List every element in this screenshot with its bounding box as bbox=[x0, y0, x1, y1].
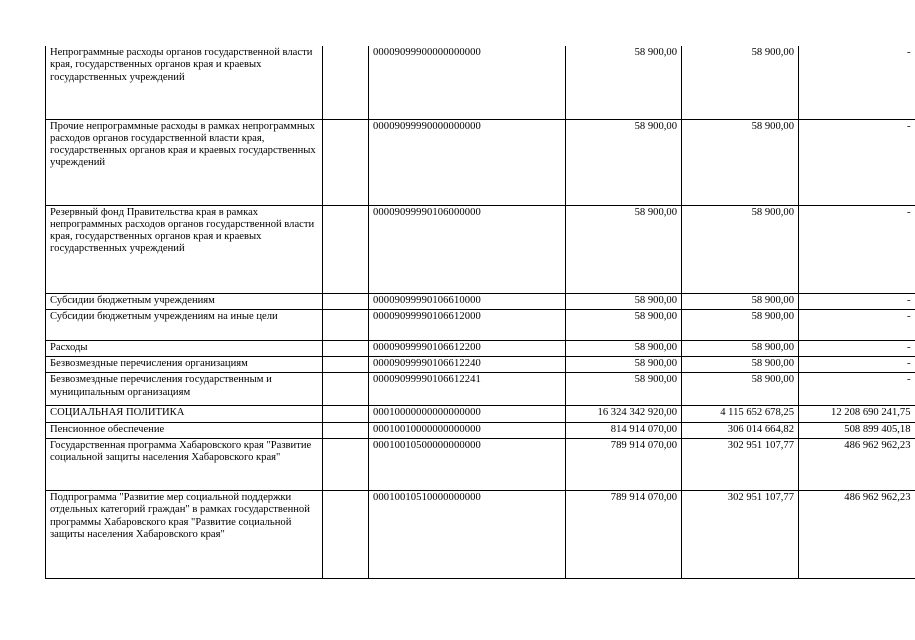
table-row bbox=[46, 293, 915, 309]
row-name: Непрограммные расходы органов государственной власти края, государственных органов края и краевых государственных учреждений bbox=[46, 46, 323, 119]
row-code: 00009099990000000000 bbox=[369, 119, 566, 205]
row-executed: 58 900,00 bbox=[682, 205, 799, 293]
row-remaining: 12 208 690 241,75 bbox=[799, 406, 915, 422]
row-approved: 58 900,00 bbox=[566, 205, 682, 293]
row-name: Прочие непрограммные расходы в рамках непрограммных расходов органов государственной власти края, государственных органов края и краевых государственных учреждений bbox=[46, 119, 323, 205]
row-executed: 58 900,00 bbox=[682, 357, 799, 373]
row-code: 00010010000000000000 bbox=[369, 422, 566, 438]
row-executed: 58 900,00 bbox=[682, 340, 799, 356]
row-approved: 814 914 070,00 bbox=[566, 422, 682, 438]
row-executed: 302 951 107,77 bbox=[682, 438, 799, 490]
row-approved: 58 900,00 bbox=[566, 119, 682, 205]
row-empty-cell bbox=[323, 422, 369, 438]
row-code: 00010010500000000000 bbox=[369, 438, 566, 490]
table-row bbox=[46, 406, 915, 422]
row-remaining: - bbox=[799, 340, 915, 356]
row-approved: 16 324 342 920,00 bbox=[566, 406, 682, 422]
row-name: Пенсионное обеспечение bbox=[46, 422, 323, 438]
row-remaining: - bbox=[799, 373, 915, 406]
row-code: 00010010510000000000 bbox=[369, 490, 566, 578]
row-code: 00009099990106612200 bbox=[369, 340, 566, 356]
row-name: Безвозмездные перечисления организациям bbox=[46, 357, 323, 373]
row-name: Государственная программа Хабаровского края "Развитие социальной защиты населения Хабаровского края" bbox=[46, 438, 323, 490]
row-code: 00009099990106612240 bbox=[369, 357, 566, 373]
row-empty-cell bbox=[323, 46, 369, 119]
table-row bbox=[46, 340, 915, 356]
row-remaining: 486 962 962,23 bbox=[799, 438, 915, 490]
row-remaining: - bbox=[799, 119, 915, 205]
row-empty-cell bbox=[323, 357, 369, 373]
row-code: 00009099990106610000 bbox=[369, 293, 566, 309]
row-name: Безвозмездные перечисления государственным и муниципальным организациям bbox=[46, 373, 323, 406]
table-row bbox=[46, 357, 915, 373]
row-empty-cell bbox=[323, 205, 369, 293]
table-row bbox=[46, 46, 915, 119]
table-row bbox=[46, 490, 915, 578]
row-remaining: - bbox=[799, 205, 915, 293]
row-approved: 789 914 070,00 bbox=[566, 438, 682, 490]
row-name: Субсидии бюджетным учреждениям на иные цели bbox=[46, 309, 323, 340]
row-name: Субсидии бюджетным учреждениям bbox=[46, 293, 323, 309]
row-code: 00010000000000000000 bbox=[369, 406, 566, 422]
row-code: 00009099900000000000 bbox=[369, 46, 566, 119]
row-code: 00009099990106000000 bbox=[369, 205, 566, 293]
row-executed: 58 900,00 bbox=[682, 293, 799, 309]
row-approved: 58 900,00 bbox=[566, 340, 682, 356]
row-remaining: - bbox=[799, 309, 915, 340]
row-approved: 789 914 070,00 bbox=[566, 490, 682, 578]
row-executed: 58 900,00 bbox=[682, 373, 799, 406]
row-empty-cell bbox=[323, 438, 369, 490]
table-row bbox=[46, 438, 915, 490]
row-code: 00009099990106612000 bbox=[369, 309, 566, 340]
budget-execution-table bbox=[45, 46, 915, 579]
table-row bbox=[46, 309, 915, 340]
row-executed: 58 900,00 bbox=[682, 119, 799, 205]
row-remaining: - bbox=[799, 293, 915, 309]
row-approved: 58 900,00 bbox=[566, 357, 682, 373]
row-name: Расходы bbox=[46, 340, 323, 356]
table-row bbox=[46, 205, 915, 293]
row-empty-cell bbox=[323, 293, 369, 309]
row-empty-cell bbox=[323, 490, 369, 578]
table-row bbox=[46, 422, 915, 438]
row-remaining: - bbox=[799, 357, 915, 373]
row-name: Резервный фонд Правительства края в рамках непрограммных расходов органов государственной власти края, государственных органов края и краевых государственных учреждений bbox=[46, 205, 323, 293]
row-remaining: 508 899 405,18 bbox=[799, 422, 915, 438]
table-row bbox=[46, 119, 915, 205]
row-remaining: - bbox=[799, 46, 915, 119]
row-remaining: 486 962 962,23 bbox=[799, 490, 915, 578]
row-executed: 306 014 664,82 bbox=[682, 422, 799, 438]
row-empty-cell bbox=[323, 309, 369, 340]
row-approved: 58 900,00 bbox=[566, 373, 682, 406]
row-executed: 58 900,00 bbox=[682, 46, 799, 119]
row-empty-cell bbox=[323, 340, 369, 356]
row-name: СОЦИАЛЬНАЯ ПОЛИТИКА bbox=[46, 406, 323, 422]
row-executed: 4 115 652 678,25 bbox=[682, 406, 799, 422]
row-empty-cell bbox=[323, 373, 369, 406]
row-executed: 302 951 107,77 bbox=[682, 490, 799, 578]
row-approved: 58 900,00 bbox=[566, 46, 682, 119]
row-approved: 58 900,00 bbox=[566, 293, 682, 309]
row-executed: 58 900,00 bbox=[682, 309, 799, 340]
row-approved: 58 900,00 bbox=[566, 309, 682, 340]
row-empty-cell bbox=[323, 119, 369, 205]
table-row bbox=[46, 373, 915, 406]
row-name: Подпрограмма "Развитие мер социальной поддержки отдельных категорий граждан" в рамках государственной программы Хабаровского края "Развитие социальной защиты населения Хабаровского края" bbox=[46, 490, 323, 578]
row-code: 00009099990106612241 bbox=[369, 373, 566, 406]
row-empty-cell bbox=[323, 406, 369, 422]
